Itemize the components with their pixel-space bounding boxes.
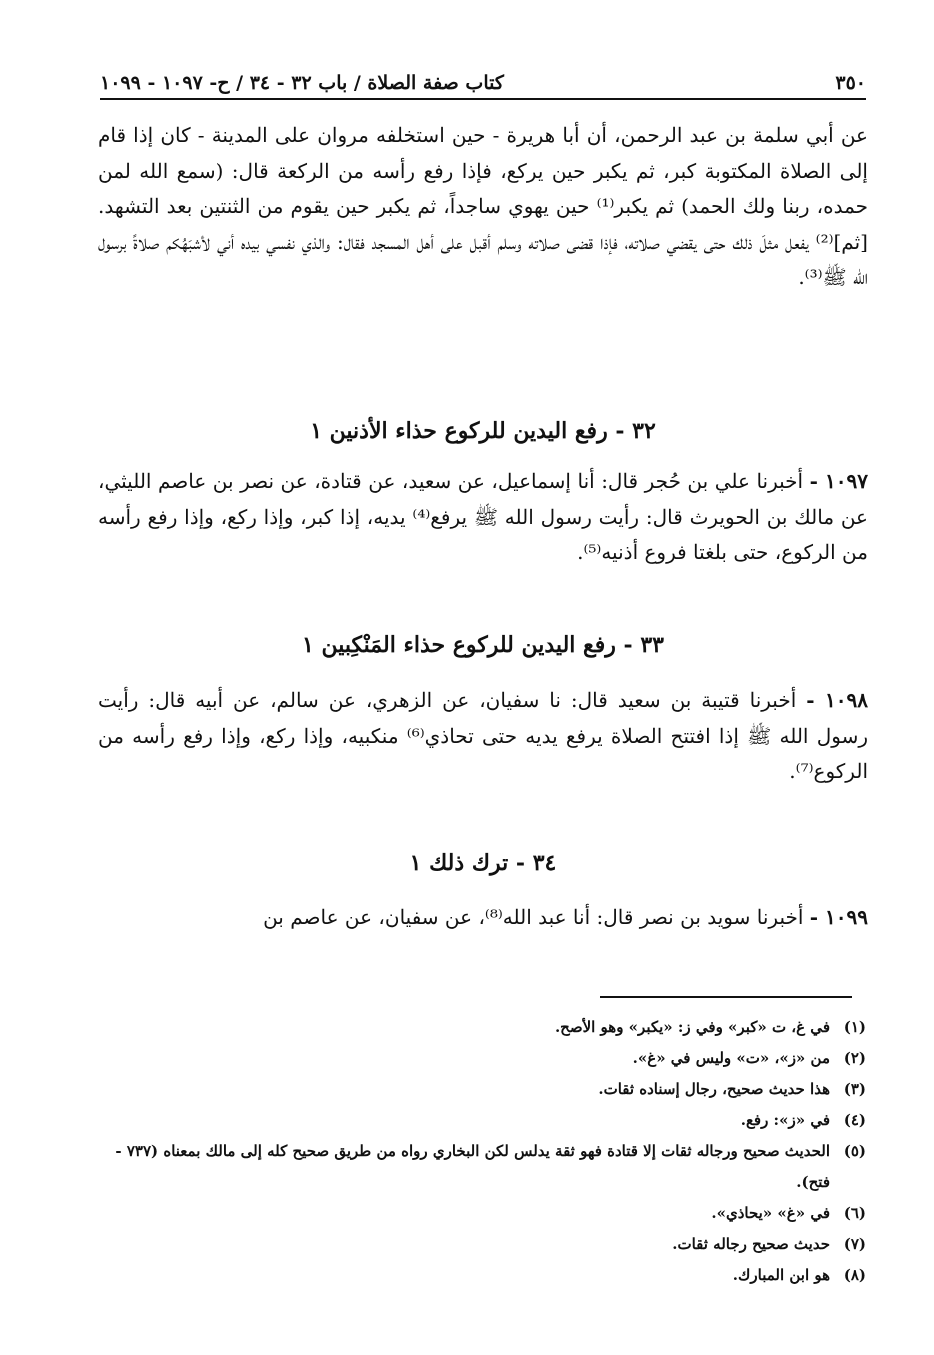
footnote-number: (٣) [843, 1080, 866, 1098]
chapter-heading-32: ٣٢ - رفع اليدين للركوع حذاء الأذنين ١ [310, 418, 656, 444]
footnote-item [90, 1198, 866, 1229]
footnote-number: (٤) [843, 1111, 866, 1129]
footnotes-list [90, 1012, 866, 1291]
hadith-text: أخبرنا قتيبة بن سعيد قال: نا سفيان، عن الزهري، عن سالم، عن أبيه قال: رأيت رسول الله ﷺ إذا افتتح الصلاة يرفع يديه حتى تحاذي⁽⁶⁾ منكبيه، وإذا ركع، وإذا رفع رأسه من الركوع⁽⁷⁾. [98, 688, 868, 783]
footnote-item [90, 1260, 866, 1291]
footnote-text: الحديث صحيح ورجاله ثقات إلا قتادة فهو ثقة يدلس لكن البخاري رواه من طريق صحيح كله إلى مالك بمعناه (٧٣٧ - فتح). [115, 1142, 830, 1191]
footnote-number: (٨) [843, 1266, 866, 1284]
footnote-number: (٧) [843, 1235, 866, 1253]
footnote-item [90, 1043, 866, 1074]
running-title: كتاب صفة الصلاة / باب ٣٢ - ٣٤ / ح- ١٠٩٧ - ١٠٩٩ [100, 72, 504, 94]
hadith-number: ١٠٩٩ - [809, 905, 868, 929]
footnote-item [90, 1105, 866, 1136]
chapter-heading-33: ٣٣ - رفع اليدين للركوع حذاء المَنْكِبين ١ [302, 632, 664, 658]
footnote-item [90, 1012, 866, 1043]
footnote-item [90, 1136, 866, 1198]
footnote-item [90, 1229, 866, 1260]
footnote-text: في «غ» «يحاذي». [711, 1204, 830, 1222]
page-number: ٣٥٠ [835, 72, 866, 94]
footnote-number: (٦) [843, 1204, 866, 1222]
running-header [100, 64, 866, 100]
hadith-1097 [98, 464, 868, 571]
footnote-number: (٢) [843, 1049, 866, 1067]
footnote-text: هو ابن المبارك. [732, 1266, 830, 1284]
footnote-divider [600, 996, 852, 998]
hadith-number: ١٠٩٨ - [806, 688, 869, 712]
hadith-text: أخبرنا علي بن حُجر قال: أنا إسماعيل، عن سعيد، عن قتادة، عن نصر بن عاصم الليثي، عن مالك بن الحويرث قال: رأيت رسول الله ﷺ يرفع⁽⁴⁾ يديه، إذا كبر، وإذا ركع، وإذا رفع رأسه من الركوع، حتى بلغتا فروع أذنيه⁽⁵⁾. [98, 469, 868, 564]
footnote-text: في «ز»: رفع. [740, 1111, 830, 1129]
hadith-number: ١٠٩٧ - [809, 469, 869, 493]
hadith-text: أخبرنا سويد بن نصر قال: أنا عبد الله⁽⁸⁾، عن سفيان، عن عاصم بن [263, 905, 804, 929]
footnote-number: (٥) [843, 1142, 866, 1160]
chapter-heading-34: ٣٤ - ترك ذلك ١ [409, 850, 557, 876]
footnote-text: هذا حديث صحيح، رجال إسناده ثقات. [598, 1080, 830, 1098]
footnote-text: من «ز»، «ت» وليس في «غ». [632, 1049, 830, 1067]
hadith-1099 [98, 900, 868, 936]
footnote-item [90, 1074, 866, 1105]
footnote-text: في غ، ت «كبر» وفي ز: «يكبر» وهو الأصح. [554, 1018, 830, 1036]
paragraph-hadith-continued: عن أبي سلمة بن عبد الرحمن، أن أبا هريرة - حين استخلفه مروان على المدينة - كان إذا قام إلى الصلاة المكتوبة كبر، ثم يكبر حين يركع، فإذا رفع رأسه من الركعة قال: (سمع الله لمن حمده، ربنا ولك الحمد) ثم يكبر⁽¹⁾ حين يهوي ساجداً، ثم يكبر حين يقوم من الثنتين بعد التشهد. [ثم]⁽²⁾ يفعل مثلَ ذلك حتى يقضي صلاته، فإذا قضى صلاته وسلم أقبل على أهل المسجد فقال: والذي نفسي بيده أني لأشبَهُكم صلاةً برسول الله ﷺ⁽³⁾. [98, 123, 869, 289]
footnote-number: (١) [843, 1018, 866, 1036]
hadith-1098 [98, 683, 868, 790]
footnote-text: حديث صحيح رجاله ثقات. [672, 1235, 830, 1253]
